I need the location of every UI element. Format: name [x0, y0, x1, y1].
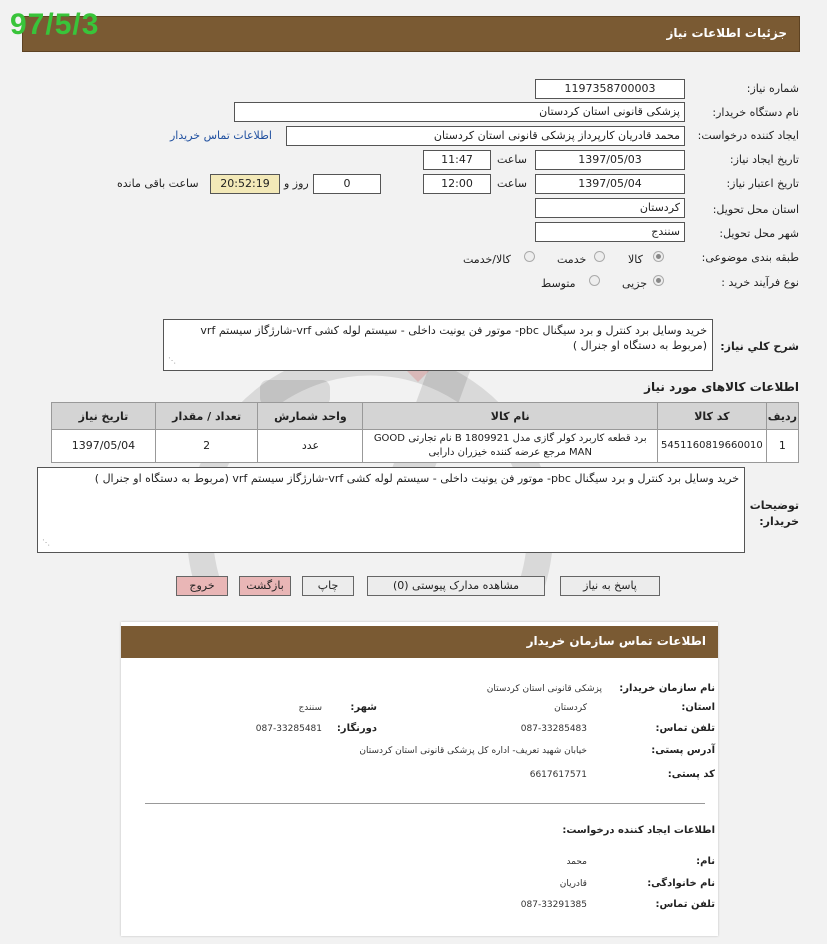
col-name-header: نام کالا — [363, 403, 658, 430]
creator-section-title: اطلاعات ایجاد کننده درخواست: — [562, 825, 715, 836]
category-option-goods-service: کالا/خدمت — [463, 253, 511, 266]
contact-phone-value: 087-33285483 — [520, 724, 587, 734]
purchase-option-medium: متوسط — [541, 277, 576, 290]
city-label: شهر محل تحویل: — [719, 227, 799, 240]
page-title: جزئیات اطلاعات نیاز — [666, 26, 787, 40]
buyer-contact-link[interactable]: اطلاعات تماس خریدار — [170, 129, 272, 142]
col-code-header: کد کالا — [657, 403, 766, 430]
created-time-label: ساعت — [497, 153, 527, 166]
purchase-radio-small[interactable] — [653, 275, 664, 286]
contact-fax-value: 087-33285481 — [255, 724, 322, 734]
items-table-header — [52, 403, 799, 430]
date-stamp: 97/5/3 — [10, 8, 100, 41]
items-section-title: اطلاعات کالاهای مورد نیاز — [644, 380, 799, 394]
col-unit-header: واحد شمارش — [258, 403, 363, 430]
contact-postal-value: 6617617571 — [529, 770, 587, 780]
days-label: روز و — [284, 177, 309, 190]
remaining-time-field: 20:52:19 — [210, 174, 280, 194]
valid-time-field[interactable]: 12:00 — [423, 174, 491, 194]
org-name-value: پزشکی قانونی استان کردستان — [486, 684, 602, 694]
valid-date-field[interactable]: 1397/05/04 — [535, 174, 685, 194]
category-option-service: خدمت — [557, 253, 587, 266]
created-time-field[interactable]: 11:47 — [423, 150, 491, 170]
card-divider — [145, 803, 705, 804]
back-button[interactable]: بازگشت — [239, 576, 291, 596]
city-field[interactable]: سنندج — [535, 222, 685, 242]
buyer-notes-textarea[interactable] — [37, 467, 745, 553]
category-radio-service[interactable] — [594, 251, 605, 262]
resize-grip-icon[interactable]: ⋰ — [42, 538, 50, 547]
last-name-value: قادریان — [559, 879, 587, 889]
items-table-wrapper — [51, 402, 799, 463]
contact-city-value: سنندج — [298, 703, 322, 713]
col-row-header: ردیف — [766, 403, 798, 430]
category-radio-goods[interactable] — [653, 251, 664, 262]
col-qty-header: تعداد / مقدار — [155, 403, 258, 430]
reply-button[interactable]: پاسخ به نیاز — [560, 576, 660, 596]
purchase-radio-medium[interactable] — [589, 275, 600, 286]
created-date-field[interactable]: 1397/05/03 — [535, 150, 685, 170]
first-name-label: نام: — [696, 856, 715, 867]
summary-text: خرید وسایل برد کنترل و برد سیگنال pbc- موتور فن یونیت داخلی - سیستم لوله کشی vrf-شارژگاز سیستم vrf (مربوط به دستگاه او جنرال ) — [200, 324, 707, 352]
purchase-option-small: جزیی — [622, 277, 648, 290]
buyer-org-field[interactable]: پزشکی قانونی استان کردستان — [234, 102, 685, 122]
valid-date-label: تاریخ اعتبار نیاز: — [726, 177, 799, 190]
need-number-label: شماره نیاز: — [746, 82, 799, 95]
attachments-button[interactable]: مشاهده مدارک پیوستی (0) — [367, 576, 545, 596]
contact-card-title: اطلاعات تماس سازمان خریدار — [526, 634, 706, 648]
buyer-org-label: نام دستگاه خریدار: — [712, 106, 799, 119]
contact-province-label: استان: — [681, 702, 715, 713]
category-label: طبقه بندی موضوعی: — [701, 251, 799, 264]
org-name-label: نام سازمان خریدار: — [619, 683, 715, 694]
category-radio-goods-service[interactable] — [524, 251, 535, 262]
contact-postal-label: کد پستی: — [667, 769, 715, 780]
purchase-type-label: نوع فرآیند خرید : — [721, 276, 799, 289]
creator-field[interactable]: محمد قادریان کارپرداز پزشکی قانونی استان کردستان — [286, 126, 685, 146]
last-name-label: نام خانوادگی: — [647, 878, 715, 889]
contact-province-value: کردستان — [554, 703, 587, 713]
contact-card — [121, 622, 718, 936]
creator-phone-value: 087-33291385 — [520, 900, 587, 910]
page-header — [22, 16, 800, 52]
contact-phone-label: تلفن تماس: — [655, 723, 715, 734]
cell-unit: عدد — [258, 430, 363, 463]
buyer-notes-label: توضیحات خریدار: — [749, 499, 799, 528]
print-button[interactable]: چاپ — [302, 576, 354, 596]
items-table — [51, 402, 799, 463]
summary-textarea[interactable] — [163, 319, 713, 371]
contact-city-label: شهر: — [350, 702, 377, 713]
summary-label: شرح کلي نياز: — [720, 340, 799, 353]
first-name-value: محمد — [566, 857, 587, 867]
contact-address-value: خیابان شهید تعریف- اداره کل پزشکی قانونی استان کردستان — [359, 746, 587, 756]
days-field[interactable]: 0 — [313, 174, 381, 194]
cell-code: 5451160819660010 — [657, 430, 766, 463]
resize-grip-icon[interactable]: ⋰ — [168, 356, 176, 365]
province-label: استان محل تحویل: — [712, 203, 799, 216]
creator-label: ایجاد کننده درخواست: — [697, 129, 799, 142]
province-field[interactable]: کردستان — [535, 198, 685, 218]
category-option-goods: کالا — [628, 253, 643, 266]
buyer-notes-text: خرید وسایل برد کنترل و برد سیگنال pbc- موتور فن یونیت داخلی - سیستم لوله کشی vrf-شارژگاز سیستم vrf (مربوط به دستگاه او جنرال ) — [94, 472, 739, 485]
exit-button[interactable]: خروج — [176, 576, 228, 596]
valid-time-label: ساعت — [497, 177, 527, 190]
need-number-field[interactable]: 1197358700003 — [535, 79, 685, 99]
contact-card-header — [121, 626, 718, 658]
created-date-label: تاریخ ایجاد نیاز: — [729, 153, 799, 166]
cell-name: برد قطعه کاربرد کولر گازی مدل B 1809921 نام تجارتی GOOD MAN مرجع عرضه کننده خیزران دارابی — [363, 430, 658, 463]
col-date-header: تاریخ نیاز — [52, 403, 156, 430]
contact-fax-label: دورنگار: — [336, 723, 377, 734]
cell-row: 1 — [766, 430, 798, 463]
creator-phone-label: تلفن تماس: — [655, 899, 715, 910]
table-row — [52, 430, 799, 463]
contact-address-label: آدرس پستی: — [651, 745, 715, 756]
cell-qty: 2 — [155, 430, 258, 463]
remaining-label: ساعت باقی مانده — [117, 177, 199, 190]
cell-date: 1397/05/04 — [52, 430, 156, 463]
